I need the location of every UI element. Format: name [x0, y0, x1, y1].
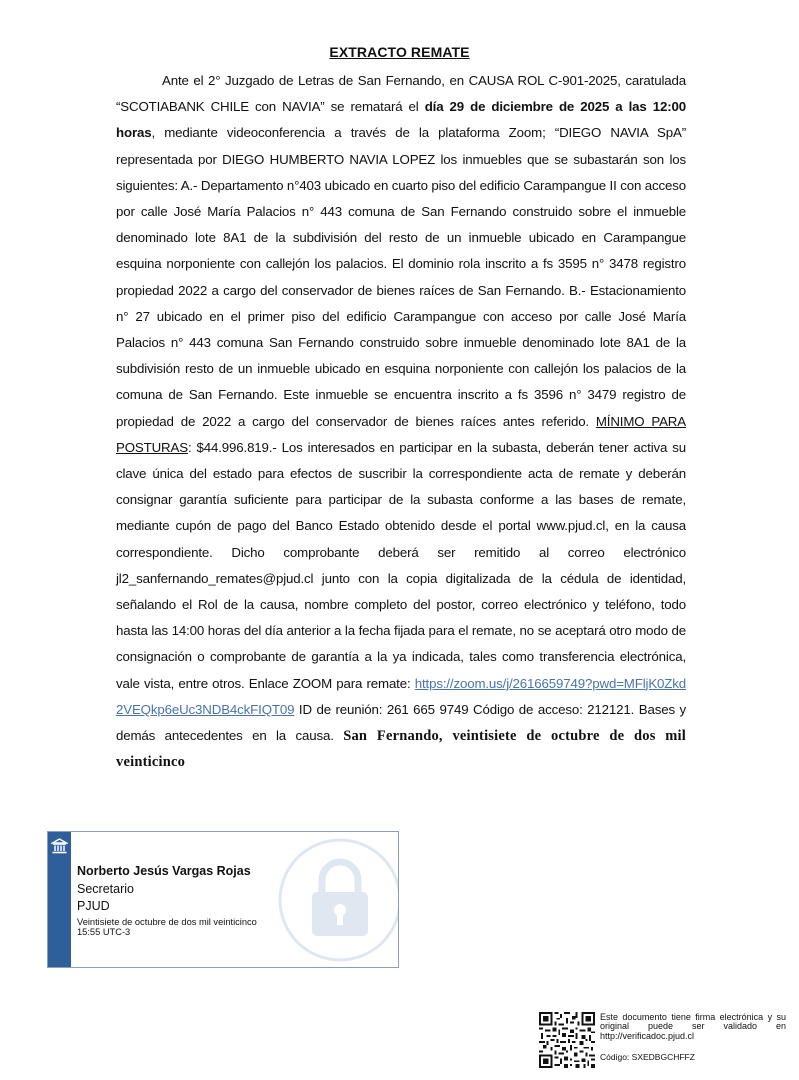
qr-code: [539, 1012, 595, 1068]
signature-timestamp: [77, 917, 257, 937]
paragraph-conditions: : $44.996.819.- Los interesados en participar en la subasta, deberán tener activa su clave única del estado para efectos de suscribir la correspondiente acta de remate y deberán consignar garantía suficiente para participar de la subasta conforme a las bases de remate, mediante cupón de pago del Banco Estado obtenido desde el portal www.pjud.cl, en la causa correspondiente. Dicho comprobante deberá ser remitido al correo electrónico jl2_sanfernando_remates@pjud.cl junto con la copia digitalizada de la cédula de identidad, señalando el Rol de la causa, nombre completo del postor, correo electrónico y teléfono, todo hasta las 14:00 horas del día anterior a la fecha fijada para el remate, no se aceptará otro modo de consignación o comprobante de garantía a la ya indicada, tales como transferencia electrónica, vale vista, entre otros. Enlace ZOOM para remate:: [116, 439, 686, 691]
signer-name: Norberto Jesús Vargas Rojas: [77, 864, 251, 878]
signature-strip: [48, 832, 71, 967]
signature-time: 15:55 UTC-3: [77, 927, 131, 937]
zoom-link[interactable]: https://zoom.us/j/2616659749?pwd=MFljK0Zkd2VEQkp6eUc3NDB4ckFIQT09: [116, 675, 686, 717]
signer-role: Secretario: [77, 882, 134, 896]
paragraph-meeting-info: ID de reunión: 261 665 9749 Código de acceso: 212121. Bases y demás antecedentes en la causa.: [116, 701, 686, 744]
signature-box: [47, 831, 399, 968]
bank-building-icon: [51, 838, 68, 855]
signer-organization: PJUD: [77, 899, 110, 913]
verification-code: Código: SXEDBGCHFFZ: [600, 1051, 695, 1062]
paragraph-properties: , mediante videoconferencia a través de la plataforma Zoom; “DIEGO NAVIA SpA” representada por DIEGO HUMBERTO NAVIA LOPEZ los inmuebles que se subastarán son los siguientes: A.- Departamento n°403 ubicado en cuarto piso del edificio Carampangue II con acceso por calle José María Palacios n° 443 comuna de San Fernando construido sobre el inmueble denominado lote 8A1 de la subdivisión del resto de un inmueble ubicado en Carampangue esquina norponiente con callejón los palacios. El dominio rola inscrito a fs 3595 n° 3478 registro propiedad 2022 a cargo del conservador de bienes raíces de San Fernando. B.- Estacionamiento n° 27 ubicado en el primer piso del edificio Carampangue con acceso por calle José María Palacios n° 443 comuna San Fernando construido sobre inmueble denominado lote 8A1 de la subdivisión resto de un inmueble ubicado en esquina norponiente con callejón los palacios de la comuna de San Fernando. Este inmueble se encuentra inscrito a fs 3596 n° 3479 registro de propiedad de 2022 a cargo del conservador de bienes raíces antes referido.: [116, 125, 686, 429]
page-title: EXTRACTO REMATE: [329, 44, 470, 60]
verification-text: Este documento tiene firma electrónica y su original puede ser validado en http://verificadoc.pjud.cl: [600, 1012, 786, 1041]
signature-date: Veintisiete de octubre de dos mil veinticinco: [77, 917, 257, 927]
closing-date: San Fernando, veintisiete de octubre de dos mil veinticinco: [116, 728, 686, 771]
lock-icon: [276, 834, 399, 966]
auction-date: día 29 de diciembre de 2025 a las 12:00 horas: [116, 99, 686, 141]
paragraph-intro: Ante el 2° Juzgado de Letras de San Fernando, en CAUSA ROL C-901-2025, caratulada “SCOTIABANK CHILE con NAVIA” se rematará el: [116, 73, 686, 115]
document-body: [116, 68, 686, 775]
verification-notice: [600, 1013, 786, 1062]
minimo-label: MÍNIMO PARA POSTURAS: [116, 413, 686, 455]
